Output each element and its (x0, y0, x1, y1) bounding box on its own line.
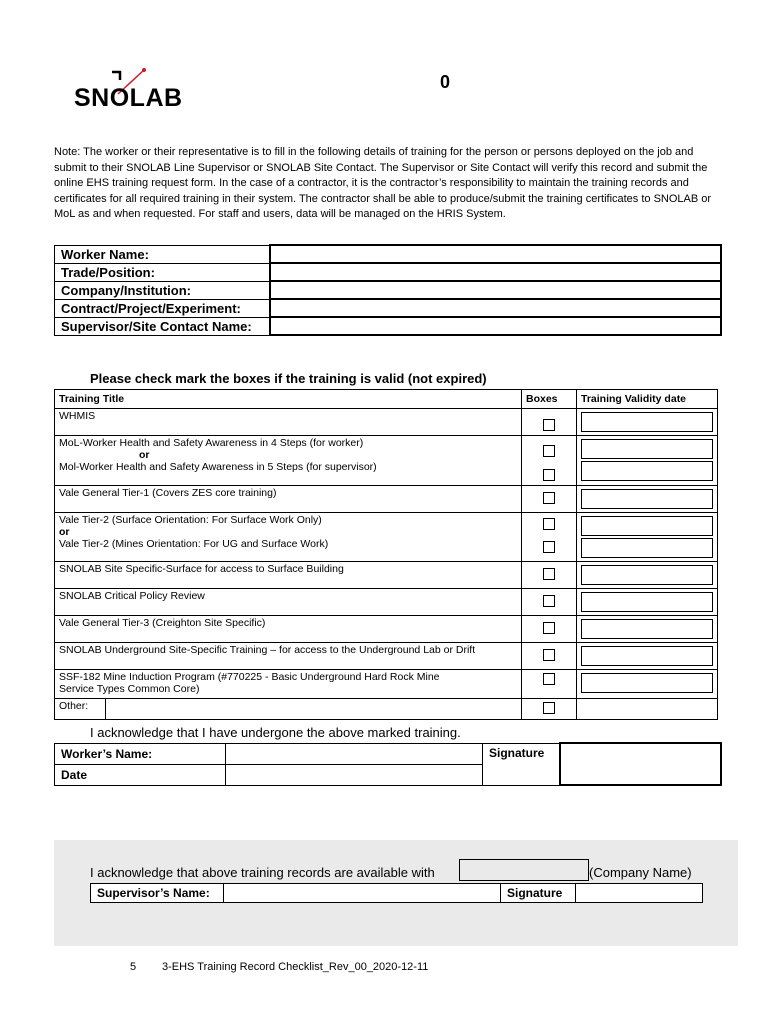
training-title: WHMIS (59, 410, 96, 422)
supervisor-contact-field[interactable] (270, 317, 721, 335)
training-title: SSF-182 Mine Induction Program (#770225 - Basic Underground Hard Rock Mine (59, 671, 440, 683)
training-title: Mol-Worker Health and Safety Awareness in 5 Steps (for supervisor) (59, 461, 377, 473)
contract-project-field[interactable] (270, 299, 721, 317)
supervisor-signature-table (90, 883, 703, 903)
validity-date-field[interactable] (581, 592, 713, 612)
col-training-title: Training Title (55, 390, 522, 409)
validity-date-field[interactable] (581, 646, 713, 666)
or-label: or (59, 526, 70, 538)
checkbox[interactable] (543, 568, 555, 580)
checkbox[interactable] (543, 492, 555, 504)
table-row (55, 616, 718, 643)
training-title: Vale Tier-2 (Mines Orientation: For UG and Surface Work) (59, 538, 329, 550)
training-title: MoL-Worker Health and Safety Awareness in 4 Steps (for worker) (59, 437, 364, 449)
company-institution-label: Company/Institution: (55, 281, 271, 299)
company-name-label: (Company Name) (589, 865, 692, 880)
footer-page-number: 5 (130, 961, 137, 973)
validity-date-field[interactable] (581, 412, 713, 432)
trade-position-label: Trade/Position: (55, 263, 271, 281)
checkbox[interactable] (543, 541, 555, 553)
supervisor-contact-label: Supervisor/Site Contact Name: (55, 317, 271, 335)
training-title-cont: Service Types Common Core) (59, 683, 200, 695)
checkbox[interactable] (543, 649, 555, 661)
validity-date-field[interactable] (581, 489, 713, 509)
worker-name-field[interactable] (270, 245, 721, 263)
signature-label: Signature (483, 743, 561, 785)
training-title: Vale General Tier-3 (Creighton Site Specific) (59, 617, 266, 629)
training-title: SNOLAB Underground Site-Specific Training – for access to the Underground Lab or Drift (59, 644, 476, 656)
table-row (55, 589, 718, 616)
table-row (55, 513, 718, 562)
worker-signature-table (54, 742, 722, 786)
table-row (55, 486, 718, 513)
table-row (55, 409, 718, 436)
training-title: SNOLAB Critical Policy Review (59, 590, 205, 602)
table-row (55, 436, 718, 486)
checkbox[interactable] (543, 622, 555, 634)
validity-date-field[interactable] (581, 461, 713, 481)
logo-text: SNOLAB (74, 84, 183, 112)
training-table (54, 389, 718, 720)
signature-label: Signature (501, 884, 576, 903)
trade-position-field[interactable] (270, 263, 721, 281)
checkbox[interactable] (543, 702, 555, 714)
training-title: Vale General Tier-1 (Covers ZES core training) (59, 487, 277, 499)
table-row (55, 643, 718, 670)
validity-date-field[interactable] (581, 565, 713, 585)
or-label: or (139, 449, 150, 461)
table-row (55, 699, 718, 720)
checkbox[interactable] (543, 595, 555, 607)
checkbox[interactable] (543, 419, 555, 431)
col-validity-date: Training Validity date (577, 390, 718, 409)
supervisor-signature-field[interactable] (576, 884, 703, 903)
other-label: Other: (59, 700, 89, 712)
validity-date-field[interactable] (581, 516, 713, 536)
worker-acknowledgement: I acknowledge that I have undergone the above marked training. (90, 725, 461, 740)
footer-document-id: 3-EHS Training Record Checklist_Rev_00_2020-12-11 (162, 961, 429, 973)
supervisor-acknowledgement: I acknowledge that above training records are available with (90, 865, 435, 880)
worker-signature-field[interactable] (560, 743, 721, 785)
workers-name-field[interactable] (226, 743, 483, 764)
company-name-field[interactable] (459, 859, 589, 881)
checkbox[interactable] (543, 445, 555, 457)
training-title: SNOLAB Site Specific-Surface for access to Surface Building (59, 563, 344, 575)
company-institution-field[interactable] (270, 281, 721, 299)
date-label: Date (55, 764, 226, 785)
snolab-logo (72, 64, 183, 116)
worker-info-table (54, 244, 722, 336)
supervisors-name-label: Supervisor’s Name: (91, 884, 224, 903)
validity-date-field[interactable] (577, 699, 718, 720)
validity-date-field[interactable] (581, 538, 713, 558)
instruction-note: Note: The worker or their representative is to fill in the following details of training for the person or persons deployed on the job and submit to their SNOLAB Line Supervisor or SNOLAB Site Contact. The Supervisor or Site Contact will verify this record and submit the online EHS training request form. In the case of a contractor, it is the contractor’s responsibility to maintain the training records and certificates for all required training in their system. The contractor shall be able to produce/submit the training certificates to SNOLAB or MoL as and when requested. For staff and users, data will be managed on the HRIS System. (54, 146, 712, 220)
training-heading: Please check mark the boxes if the training is valid (not expired) (90, 371, 487, 386)
workers-name-label: Worker’s Name: (55, 743, 226, 764)
checkbox[interactable] (543, 518, 555, 530)
page-number: 0 (440, 72, 451, 92)
validity-date-field[interactable] (581, 439, 713, 459)
checkbox[interactable] (543, 469, 555, 481)
training-title: Vale Tier-2 (Surface Orientation: For Surface Work Only) (59, 514, 322, 526)
checkbox[interactable] (543, 673, 555, 685)
table-row (55, 562, 718, 589)
supervisors-name-field[interactable] (224, 884, 501, 903)
table-row (55, 670, 718, 699)
worker-name-label: Worker Name: (55, 245, 271, 263)
validity-date-field[interactable] (581, 673, 713, 693)
date-field[interactable] (226, 764, 483, 785)
validity-date-field[interactable] (581, 619, 713, 639)
contract-project-label: Contract/Project/Experiment: (55, 299, 271, 317)
other-field[interactable] (105, 699, 521, 719)
col-boxes: Boxes (522, 390, 577, 409)
